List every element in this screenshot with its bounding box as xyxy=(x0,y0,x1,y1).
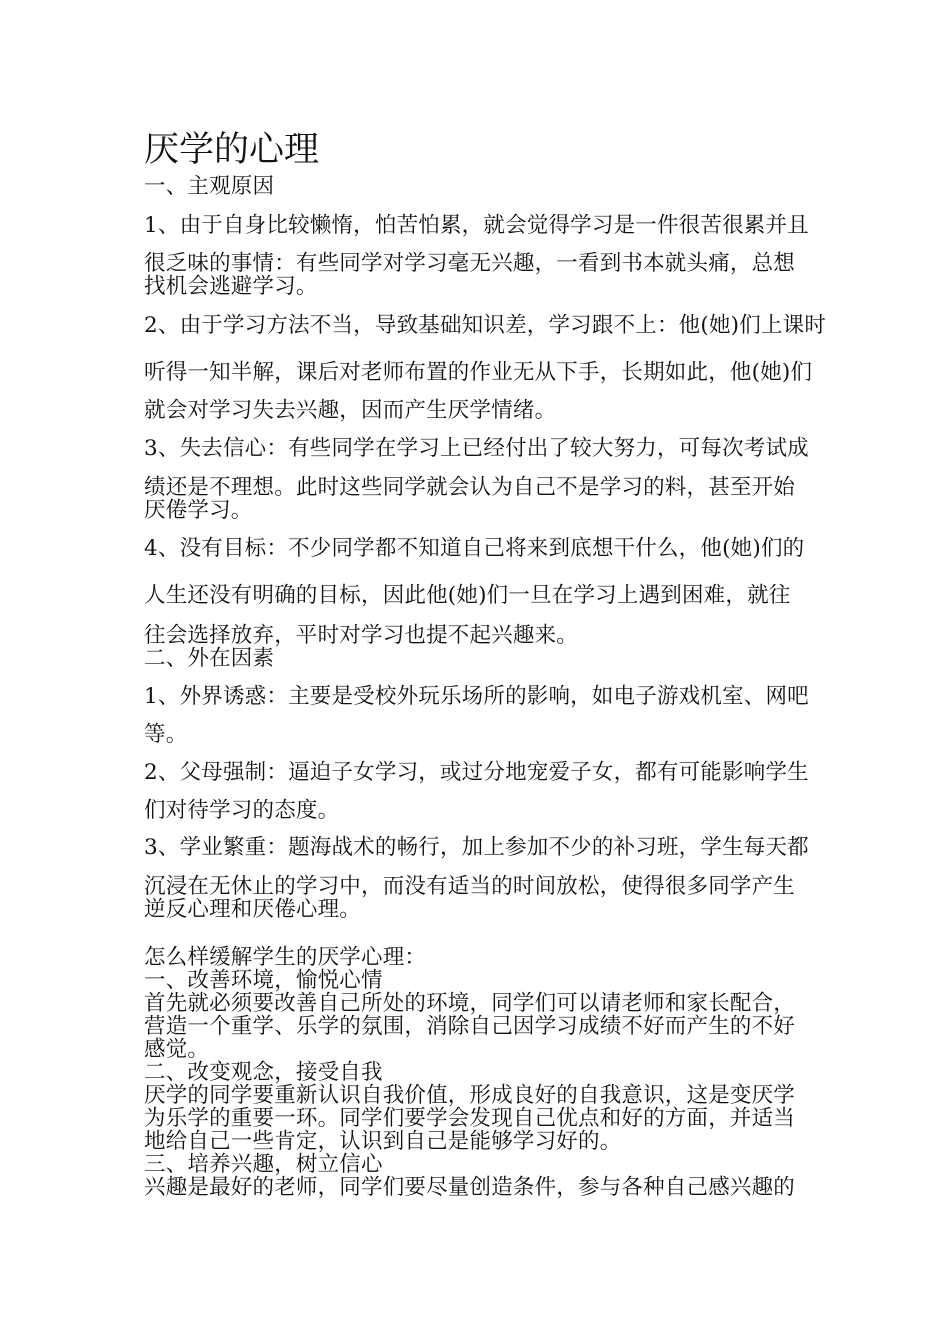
document-title: 厌学的心理 xyxy=(144,130,320,170)
paragraph-line: 地给自己一些肯定，认识到自己是能够学习好的。 xyxy=(144,1129,622,1154)
paragraph-line: 人生还没有明确的目标，因此他(她)们一旦在学习上遇到困难，就往 xyxy=(144,583,791,608)
paragraph-line: 等。 xyxy=(144,722,188,747)
paragraph-line: 逆反心理和厌倦心理。 xyxy=(144,897,362,922)
paragraph-line: 很乏味的事情：有些同学对学习毫无兴趣，一看到书本就头痛，总想 xyxy=(144,251,796,276)
paragraph-line: 绩还是不理想。此时这些同学就会认为自己不是学习的料，甚至开始 xyxy=(144,475,796,500)
paragraph-line: 2、由于学习方法不当，导致基础知识差，学习跟不上：他(她)们上课时 xyxy=(144,313,827,338)
subheading: 三、培养兴趣，树立信心 xyxy=(144,1152,383,1177)
paragraph-line: 感觉。 xyxy=(144,1037,210,1062)
paragraph-line: 1、外界诱惑：主要是受校外玩乐场所的影响，如电子游戏机室、网吧 xyxy=(144,684,809,709)
subheading: 一、改善环境，愉悦心情 xyxy=(144,968,383,993)
paragraph-line: 1、由于自身比较懒惰，怕苦怕累，就会觉得学习是一件很苦很累并且 xyxy=(144,213,809,238)
paragraph-line: 厌倦学习。 xyxy=(144,498,253,523)
paragraph-line: 就会对学习失去兴趣，因而产生厌学情绪。 xyxy=(144,398,557,423)
paragraph-line: 2、父母强制：逼迫子女学习，或过分地宠爱子女，都有可能影响学生 xyxy=(144,760,809,785)
paragraph-line: 营造一个重学、乐学的氛围，消除自己因学习成绩不好而产生的不好 xyxy=(144,1014,796,1039)
paragraph-line: 4、没有目标：不少同学都不知道自己将来到底想干什么，他(她)们的 xyxy=(144,536,805,561)
section-heading: 二、外在因素 xyxy=(144,646,275,671)
paragraph-line: 们对待学习的态度。 xyxy=(144,798,340,823)
paragraph-line: 找机会逃避学习。 xyxy=(144,274,318,299)
subheading: 二、改变观念，接受自我 xyxy=(144,1060,383,1085)
paragraph-line: 听得一知半解，课后对老师布置的作业无从下手，长期如此，他(她)们 xyxy=(144,360,813,385)
paragraph-line: 3、学业繁重：题海战术的畅行，加上参加不少的补习班，学生每天都 xyxy=(144,835,809,860)
paragraph-line: 沉浸在无休止的学习中，而没有适当的时间放松，使得很多同学产生 xyxy=(144,874,796,899)
paragraph-line: 首先就必须要改善自己所处的环境，同学们可以请老师和家长配合， xyxy=(144,991,796,1016)
section-heading: 怎么样缓解学生的厌学心理： xyxy=(144,945,427,970)
paragraph-line: 为乐学的重要一环。同学们要学会发现自己优点和好的方面，并适当 xyxy=(144,1106,796,1131)
paragraph-line: 往会选择放弃，平时对学习也提不起兴趣来。 xyxy=(144,623,579,648)
paragraph-line: 兴趣是最好的老师，同学们要尽量创造条件，参与各种自己感兴趣的 xyxy=(144,1175,796,1200)
paragraph-line: 3、失去信心：有些同学在学习上已经付出了较大努力，可每次考试成 xyxy=(144,436,809,461)
paragraph-line: 厌学的同学要重新认识自我价值，形成良好的自我意识，这是变厌学 xyxy=(144,1083,796,1108)
section-heading: 一、主观原因 xyxy=(144,174,275,199)
